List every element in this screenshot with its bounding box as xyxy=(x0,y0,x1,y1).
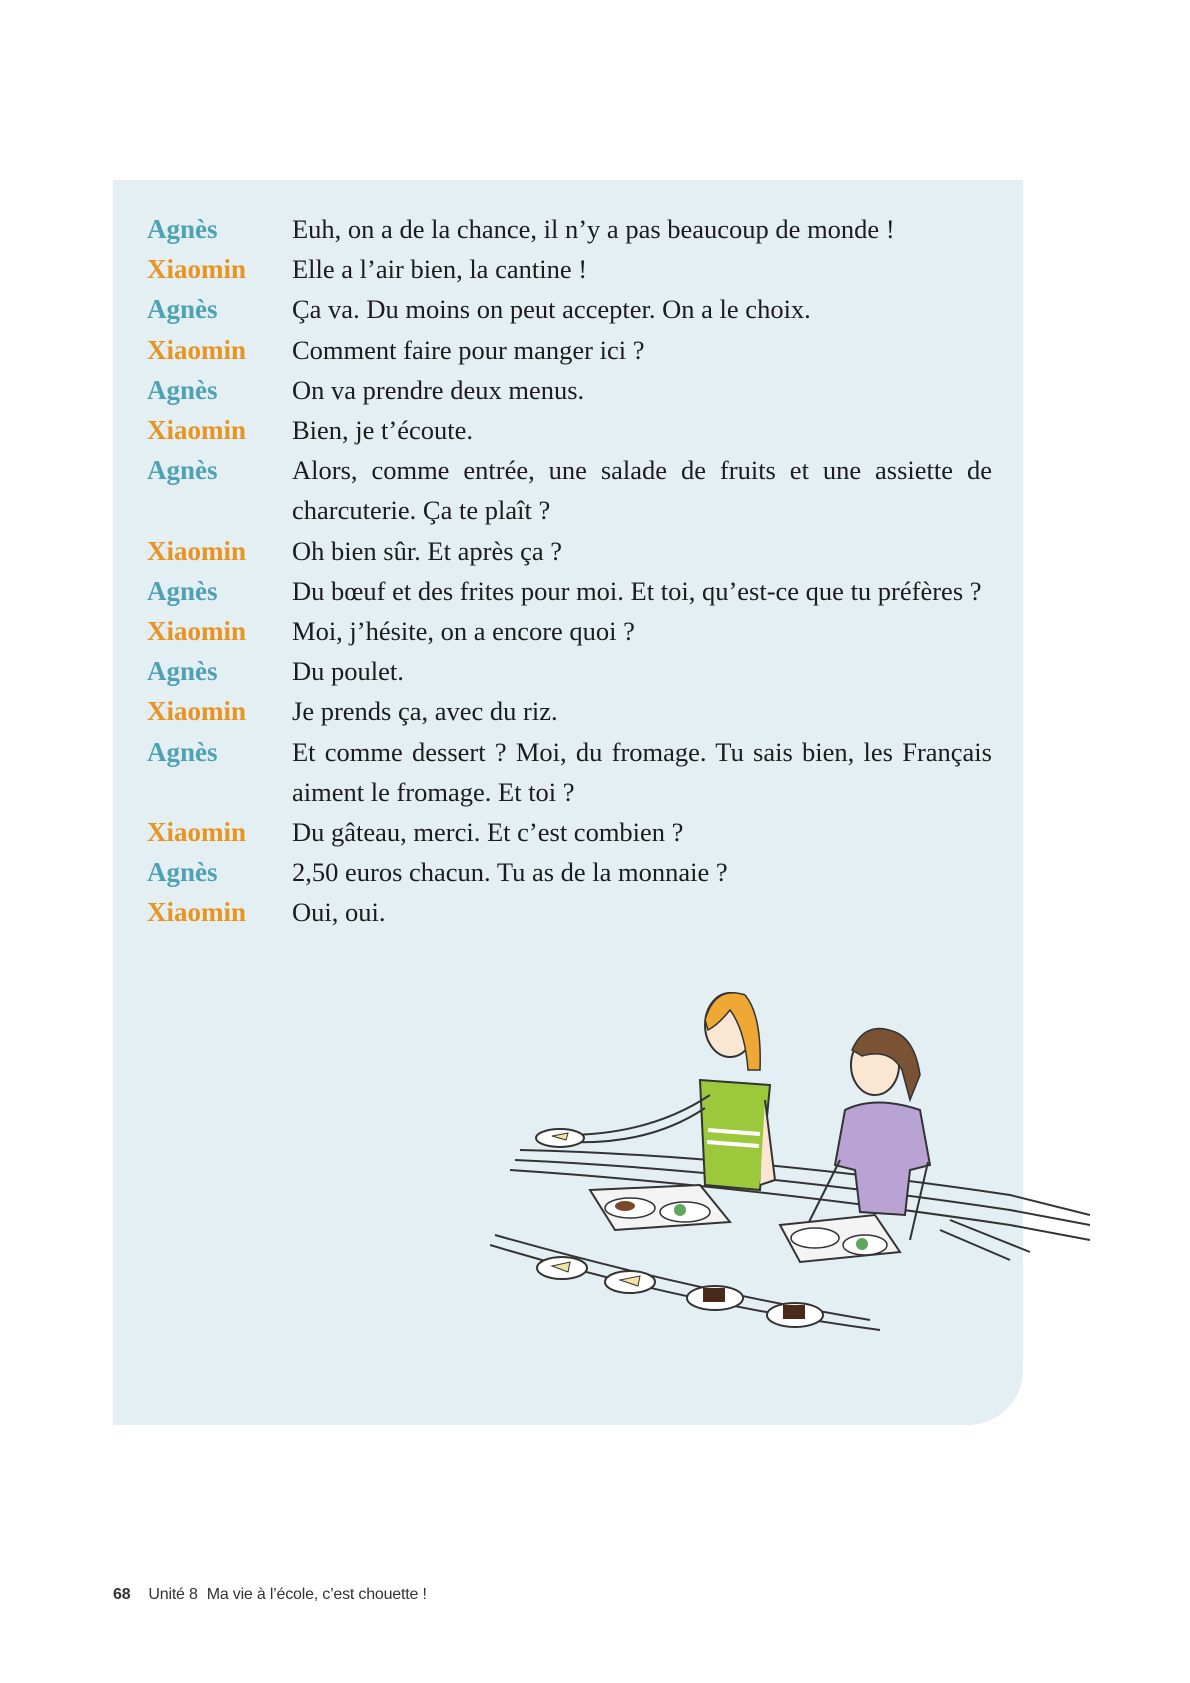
dialogue-line xyxy=(147,732,992,812)
speaker-name: Agnès xyxy=(147,857,218,888)
speaker-name: Xiaomin xyxy=(147,415,247,446)
speaker-name: Xiaomin xyxy=(147,817,247,848)
speaker-name: Agnès xyxy=(147,455,218,486)
dialogue-text: Comment faire pour manger ici ? xyxy=(292,334,645,365)
dialogue xyxy=(147,209,992,933)
dialogue-line xyxy=(147,691,992,731)
speaker-name: Xiaomin xyxy=(147,535,247,566)
dialogue-line xyxy=(147,611,992,651)
dialogue-text: Alors, comme entrée, une salade de fruits et une assiette de charcuterie. Ça te plaît ? xyxy=(292,455,992,526)
dialogue-line xyxy=(147,531,992,571)
dialogue-line xyxy=(147,330,992,370)
dialogue-line xyxy=(147,370,992,410)
tray-right xyxy=(780,1215,900,1262)
dialogue-text: Et comme dessert ? Moi, du fromage. Tu sais bien, les Français aiment le fromage. Et toi ? xyxy=(292,736,992,807)
dialogue-text: Moi, j’hésite, on a encore quoi ? xyxy=(292,616,635,647)
dialogue-line xyxy=(147,892,992,932)
speaker-name: Agnès xyxy=(147,374,218,405)
dialogue-line xyxy=(147,651,992,691)
speaker-name: Agnès xyxy=(147,736,218,767)
dialogue-text: Du gâteau, merci. Et c’est combien ? xyxy=(292,817,684,848)
dialogue-text: Oh bien sûr. Et après ça ? xyxy=(292,535,563,566)
dialogue-text: Ça va. Du moins on peut accepter. On a le choix. xyxy=(292,294,811,325)
speaker-name: Agnès xyxy=(147,214,218,244)
speaker-name: Xiaomin xyxy=(147,696,247,727)
dialogue-line xyxy=(147,571,992,611)
speaker-name: Xiaomin xyxy=(147,334,247,365)
dialogue-text: On va prendre deux menus. xyxy=(292,374,585,405)
girl-purple-shirt xyxy=(805,1029,930,1240)
speaker-name: Xiaomin xyxy=(147,897,247,928)
dessert-plates xyxy=(537,1257,823,1327)
dialogue-line xyxy=(147,249,992,289)
dialogue-text: Du bœuf et des frites pour moi. Et toi, qu’est-ce que tu préfères ? xyxy=(292,575,982,606)
speaker-name: Agnès xyxy=(147,656,218,687)
speaker-name: Xiaomin xyxy=(147,254,247,285)
speaker-name: Agnès xyxy=(147,294,218,325)
speaker-name: Agnès xyxy=(147,575,218,606)
canteen-illustration xyxy=(490,990,1090,1425)
dialogue-text: Bien, je t’écoute. xyxy=(292,415,474,446)
dialogue-text: Oui, oui. xyxy=(292,897,386,928)
girl-green-shirt xyxy=(536,993,775,1190)
dialogue-line xyxy=(147,852,992,892)
dialogue-line xyxy=(147,410,992,450)
tray-left xyxy=(590,1185,730,1230)
dialogue-line xyxy=(147,812,992,852)
unit-label: Unité 8 xyxy=(148,1586,198,1603)
dialogue-text: Du poulet. xyxy=(292,656,404,687)
dialogue-line xyxy=(147,289,992,329)
page-footer xyxy=(113,1586,427,1604)
dialogue-line xyxy=(147,209,992,249)
dialogue-text: 2,50 euros chacun. Tu as de la monnaie ? xyxy=(292,857,728,888)
dialogue-line xyxy=(147,450,992,530)
dialogue-text: Elle a l’air bien, la cantine ! xyxy=(292,254,588,285)
unit-title: Ma vie à l’école, c’est chouette ! xyxy=(206,1586,427,1603)
page-number: 68 xyxy=(113,1586,131,1603)
speaker-name: Xiaomin xyxy=(147,616,247,647)
dialogue-text: Je prends ça, avec du riz. xyxy=(292,696,558,727)
dialogue-text: Euh, on a de la chance, il n’y a pas beaucoup de monde ! xyxy=(292,214,895,244)
